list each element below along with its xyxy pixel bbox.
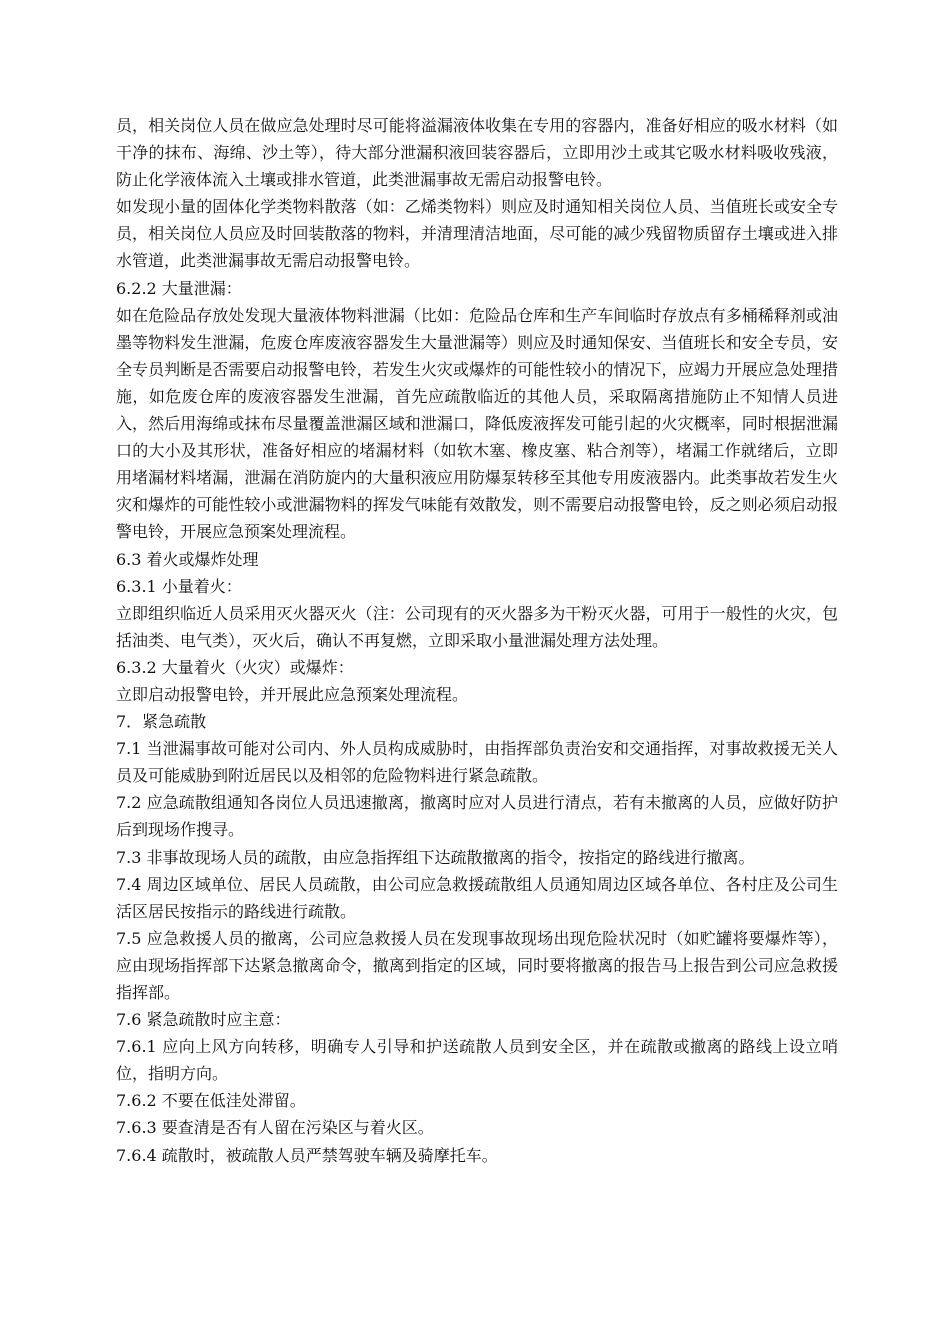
paragraph-7-3: 7.3 非事故现场人员的疏散，由应急指挥组下达疏散撤离的指令，按指定的路线进行撤离。 — [116, 847, 755, 867]
paragraph-7-6-1: 7.6.1 应向上风方向转移，明确专人引导和护送疏散人员到安全区，并在疏散或撤离的路线上设立哨位，指明方向。 — [116, 1037, 838, 1084]
heading-6-3: 6.3 着火或爆炸处理 — [116, 549, 259, 569]
paragraph-7-6-2: 7.6.2 不要在低洼处滞留。 — [116, 1091, 306, 1111]
paragraph-large-fire: 立即启动报警电铃，并开展此应急预案处理流程。 — [116, 684, 469, 704]
paragraph-large-spill: 如在危险品存放处发现大量液体物料泄漏（比如：危险品仓库和生产车间临时存放点有多桶稀释剂或油墨等物料发生泄漏，危废仓库废液容器发生大量泄漏等）则应及时通知保安、当值班长和安全专员，安全专员判断是否需要启动报警电铃，若发生火灾或爆炸的可能性较小的情况下，应竭力开展应急处理措施，如危废仓库的废液容器发生泄漏，首先应疏散临近的其他人员，采取隔离措施防止不知情人员进入，然后用海绵或抹布尽量覆盖泄漏区域和泄漏口，降低废液挥发可能引起的火灾概率，同时根据泄漏口的大小及其形状，准备好相应的堵漏材料（如软木塞、橡皮塞、粘合剂等），堵漏工作就绪后，立即用堵漏材料堵漏，泄漏在消防旋内的大量积液应用防爆泵转移至其他专用废液器内。此类事故若发生火灾和爆炸的可能性较小或泄漏物料的挥发气味能有效散发，则不需要启动报警电铃，反之则必须启动报警电铃，开展应急预案处理流程。 — [116, 305, 838, 542]
heading-6-3-2: 6.3.2 大量着火（火灾）或爆炸： — [116, 657, 354, 677]
paragraph-7-6-3: 7.6.3 要查清是否有人留在污染区与着火区。 — [116, 1118, 434, 1138]
paragraph-7-2: 7.2 应急疏散组通知各岗位人员迅速撤离，撤离时应对人员进行清点，若有未撤离的人员，应做好防护后到现场作搜寻。 — [116, 793, 838, 840]
paragraph-7-1: 7.1 当泄漏事故可能对公司内、外人员构成威胁时，由指挥部负责治安和交通指挥，对事故救援无关人员及可能威胁到附近居民以及相邻的危险物料进行紧急疏散。 — [116, 739, 838, 786]
paragraph-7-6-4: 7.6.4 疏散时，被疏散人员严禁驾驶车辆及骑摩托车。 — [116, 1145, 498, 1165]
document-body — [116, 112, 838, 1169]
paragraph-small-fire: 立即组织临近人员采用灭火器灭火（注：公司现有的灭火器多为干粉灭火器，可用于一般性的火灾，包括油类、电气类），灭火后，确认不再复燃，立即采取小量泄漏处理方法处理。 — [116, 603, 838, 650]
paragraph-solid-spill: 如发现小量的固体化学类物料散落（如：乙烯类物料）则应及时通知相关岗位人员、当值班长或安全专员，相关岗位人员应及时回装散落的物料，并清理清洁地面，尽可能的减少残留物质留存土壤或进入排水管道，此类泄漏事故无需启动报警电铃。 — [116, 197, 838, 271]
heading-7-6: 7.6 紧急疏散时应主意： — [116, 1010, 291, 1030]
heading-6-2-2: 6.2.2 大量泄漏： — [116, 278, 242, 298]
paragraph-spill-handling-continued: 员，相关岗位人员在做应急处理时尽可能将溢漏液体收集在专用的容器内，准备好相应的吸水材料（如干净的抹布、海绵、沙土等），待大部分泄漏积液回装容器后，立即用沙土或其它吸水材料吸收残液，防止化学液体流入土壤或排水管道，此类泄漏事故无需启动报警电铃。 — [116, 116, 838, 190]
paragraph-7-5: 7.5 应急救援人员的撤离，公司应急救援人员在发现事故现场出现危险状况时（如贮罐将要爆炸等），应由现场指挥部下达紧急撤离命令，撤离到指定的区域，同时要将撤离的报告马上报告到公司应急救援指挥部。 — [116, 928, 838, 1002]
heading-6-3-1: 6.3.1 小量着火： — [116, 576, 242, 596]
heading-7: 7．紧急疏散 — [116, 712, 207, 732]
paragraph-7-4: 7.4 周边区域单位、居民人员疏散，由公司应急救援疏散组人员通知周边区域各单位、各村庄及公司生活区居民按指示的路线进行疏散。 — [116, 874, 838, 921]
